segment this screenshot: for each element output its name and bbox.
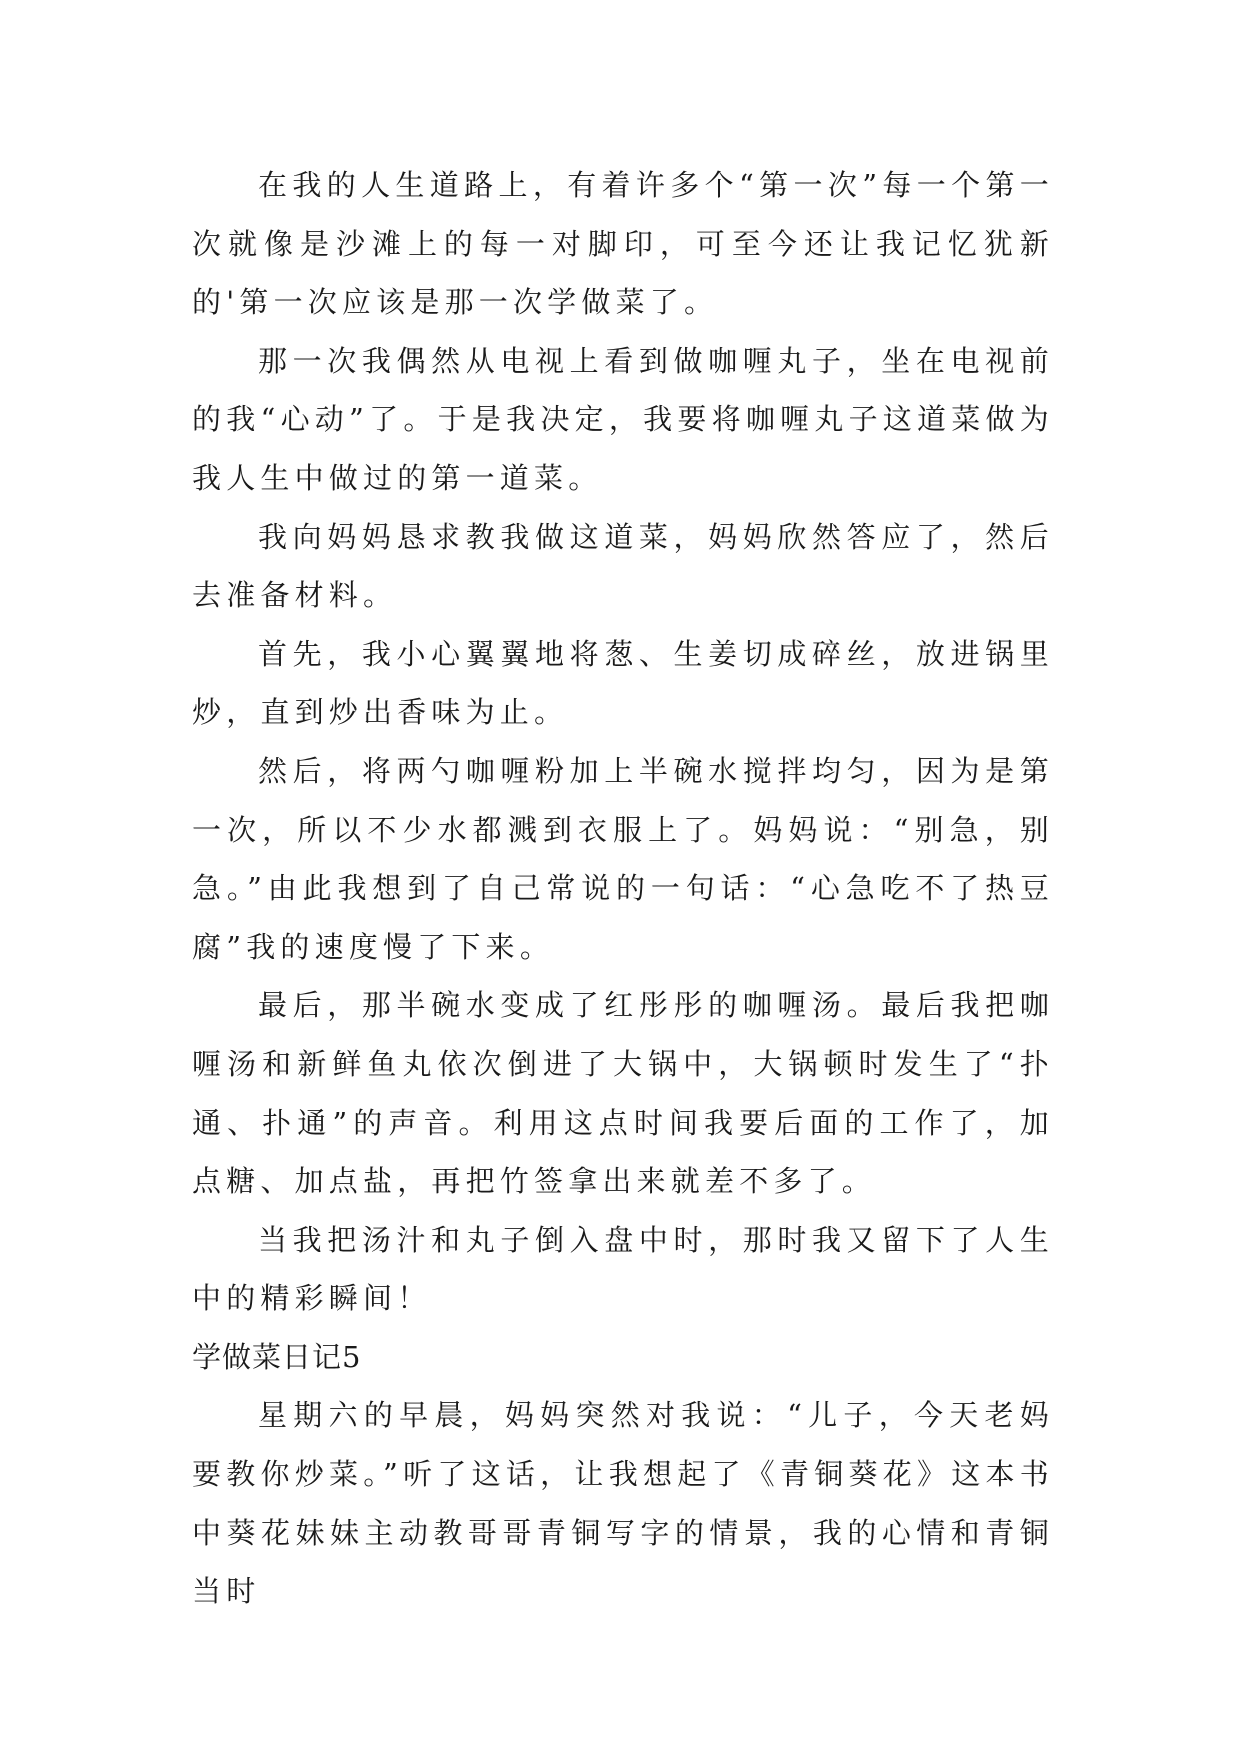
paragraph-tv-curry: 那一次我偶然从电视上看到做咖喱丸子，坐在电视前的我“心动”了。于是我决定，我要将咖喱丸子这道菜做为我人生中做过的第一道菜。: [192, 343, 1054, 495]
paragraph-ask-mom: 我向妈妈恳求教我做这道菜，妈妈欣然答应了，然后去准备材料。: [192, 519, 1054, 613]
document-page: [192, 156, 1054, 1621]
paragraph-final-step: 最后，那半碗水变成了红彤彤的咖喱汤。最后我把咖喱汤和新鲜鱼丸依次倒进了大锅中，大锅顿时发生了“扑通、扑通”的声音。利用这点时间我要后面的工作了，加点糖、加点盐，再把竹签拿出来就差不多了。: [192, 988, 1054, 1199]
paragraph-first-time: 在我的人生道路上，有着许多个“第一次”每一个第一次就像是沙滩上的每一对脚印，可至今还让我记忆犹新的'第一次应该是那一次学做菜了。: [192, 168, 1054, 320]
paragraph-first-step: 首先，我小心翼翼地将葱、生姜切成碎丝，放进锅里炒，直到炒出香味为止。: [192, 636, 1054, 730]
section-title: 学做菜日记5: [192, 1339, 362, 1374]
paragraph-saturday: 星期六的早晨，妈妈突然对我说：“儿子，今天老妈要教你炒菜。”听了这话，让我想起了《青铜葵花》这本书中葵花妹妹主动教哥哥青铜写字的情景，我的心情和青铜当时: [192, 1398, 1054, 1609]
paragraph-then-step: 然后，将两勺咖喱粉加上半碗水搅拌均匀，因为是第一次，所以不少水都溅到衣服上了。妈妈说：“别急，别急。”由此我想到了自己常说的一句话：“心急吃不了热豆腐”我的速度慢了下来。: [192, 753, 1054, 964]
paragraph-conclusion: 当我把汤汁和丸子倒入盘中时，那时我又留下了人生中的精彩瞬间！: [192, 1222, 1054, 1316]
